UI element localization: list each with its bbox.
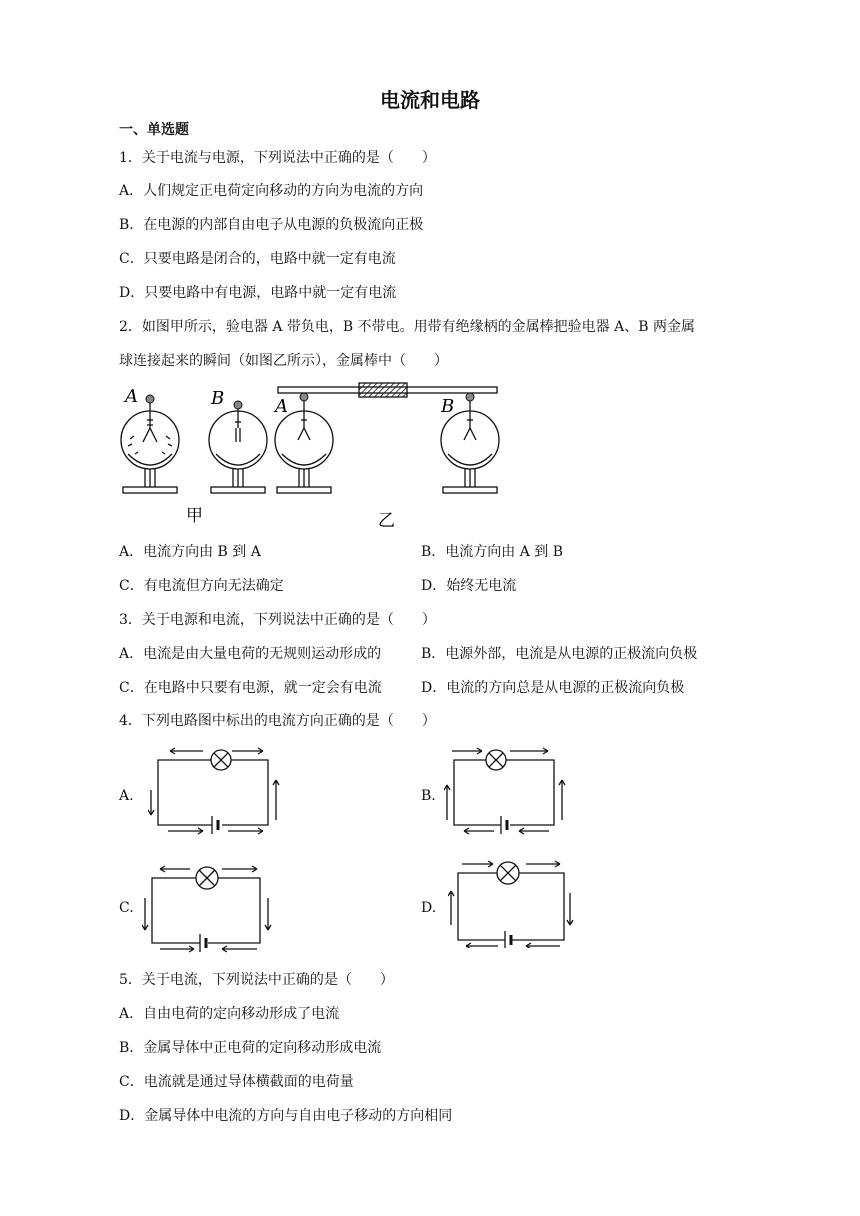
q2-option-b: B．电流方向由 A 到 B bbox=[421, 544, 564, 560]
page-title: 电流和电路 bbox=[380, 88, 480, 112]
q5-option-b: B．金属导体中正电荷的定向移动形成电流 bbox=[119, 1040, 382, 1056]
label-yi: 乙 bbox=[378, 511, 395, 530]
label-a-yi: A bbox=[275, 396, 288, 417]
q5-option-c: C．电流就是通过导体横截面的电荷量 bbox=[119, 1074, 354, 1090]
q1-option-c: C．只要电路是闭合的，电路中就一定有电流 bbox=[119, 251, 396, 267]
q3-option-d: D．电流的方向总是从电源的正极流向负极 bbox=[421, 680, 685, 696]
q1-option-d: D．只要电路中有电源，电路中就一定有电流 bbox=[119, 285, 397, 301]
metal-rod bbox=[278, 383, 497, 397]
q2-stem-line2: 球连接起来的瞬间（如图乙所示），金属棒中（ ） bbox=[119, 353, 448, 369]
q5-option-d: D．金属导体中电流的方向与自由电子移动的方向相同 bbox=[119, 1108, 453, 1124]
q2-option-d: D．始终无电流 bbox=[421, 578, 517, 594]
q4-option-a-label: A. bbox=[119, 788, 134, 804]
q2-stem-line1: 2．如图甲所示，验电器 A 带负电，B 不带电。用带有绝缘柄的金属棒把验电器 A、B 两金属 bbox=[119, 319, 695, 335]
q2-option-a: A．电流方向由 B 到 A bbox=[119, 544, 261, 560]
label-b-yi: B bbox=[441, 396, 455, 417]
q1-stem: 1．关于电流与电源，下列说法中正确的是（ ） bbox=[119, 150, 436, 166]
q3-option-c: C．在电路中只要有电源，就一定会有电流 bbox=[119, 680, 382, 696]
label-a-jia: A bbox=[125, 386, 138, 407]
circuit-d bbox=[448, 853, 600, 948]
electroscope-figure bbox=[110, 378, 510, 530]
label-b-jia: B bbox=[211, 388, 225, 409]
q5-option-a: A．自由电荷的定向移动形成了电流 bbox=[119, 1006, 340, 1022]
q4-option-d-label: D. bbox=[421, 900, 437, 916]
q1-option-b: B．在电源的内部自由电子从电源的负极流向正极 bbox=[119, 217, 424, 233]
circuit-a bbox=[148, 745, 300, 835]
circuit-b bbox=[444, 745, 596, 835]
q3-stem: 3．关于电源和电流，下列说法中正确的是（ ） bbox=[119, 612, 436, 628]
q3-option-a: A．电流是由大量电荷的无规则运动形成的 bbox=[119, 646, 382, 662]
label-jia: 甲 bbox=[186, 506, 203, 526]
section-heading: 一、单选题 bbox=[119, 122, 189, 138]
q3-option-b: B．电源外部，电流是从电源的正极流向负极 bbox=[421, 646, 698, 662]
q4-option-c-label: C. bbox=[119, 900, 134, 916]
circuit-c bbox=[142, 858, 294, 953]
q4-option-b-label: B. bbox=[421, 788, 436, 804]
electroscope-b-neutral bbox=[209, 406, 267, 493]
q4-stem: 4．下列电路图中标出的电流方向正确的是（ ） bbox=[119, 713, 436, 729]
q1-option-a: A．人们规定正电荷定向移动的方向为电流的方向 bbox=[119, 183, 424, 199]
q5-stem: 5．关于电流，下列说法中正确的是（ ） bbox=[119, 972, 394, 988]
electroscope-a-charged bbox=[121, 400, 179, 493]
q2-option-c: C．有电流但方向无法确定 bbox=[119, 578, 284, 594]
